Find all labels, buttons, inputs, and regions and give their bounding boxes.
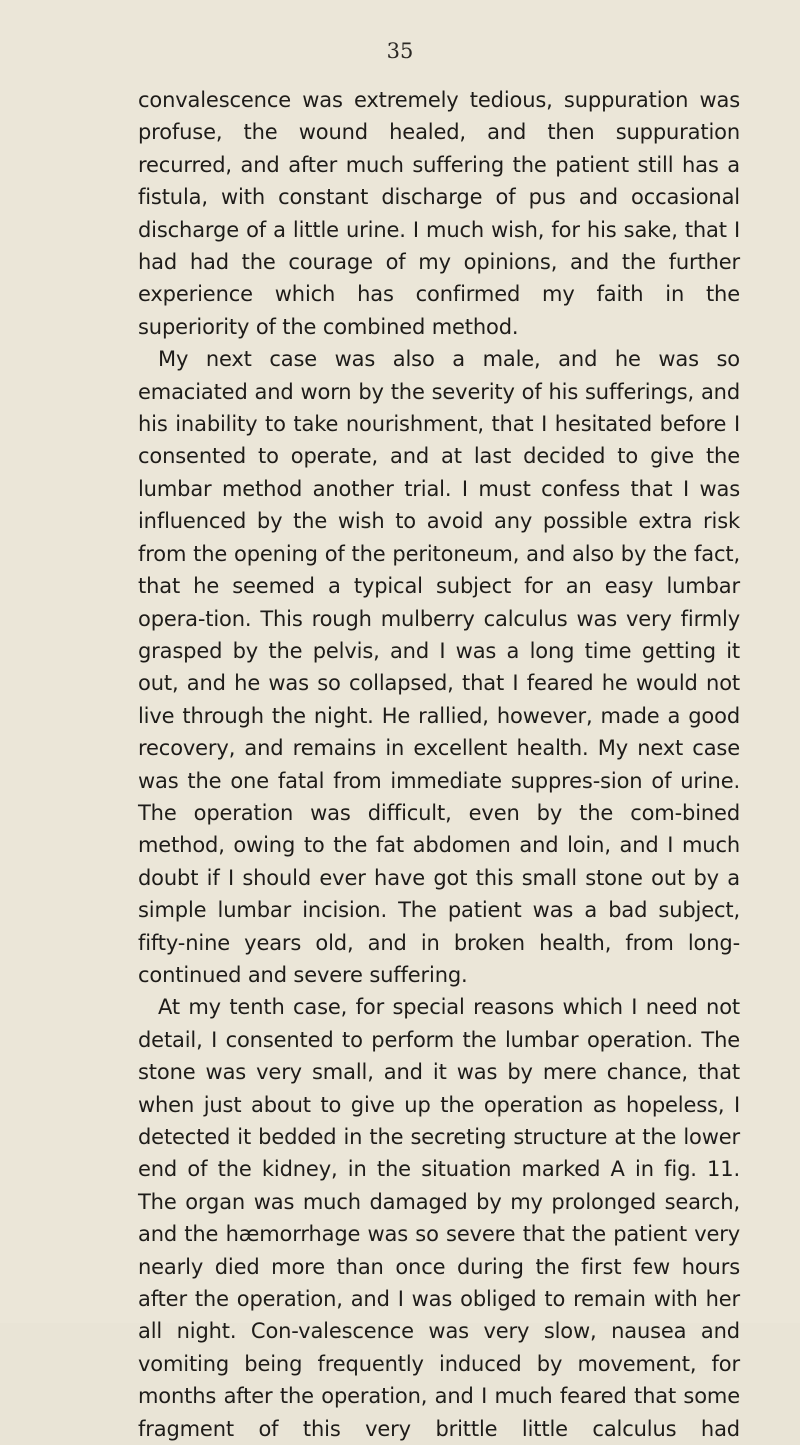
page-number: 35 bbox=[386, 39, 414, 63]
paragraph-3: At my tenth case, for special reasons which I need not detail, I consented to perform the lumbar operation. The stone was very small, and it was by mere chance, that when just about to give up the operation as hopeless, I detected it bedded in the secreting structure at the lower end of the kidney, in the situation marked A in fig. 11. The organ was much damaged by my prolonged search, and the hæmorrhage was so severe that the patient very nearly died more than once during the first few hours after the operation, and I was obliged to remain with her all night. Con-valescence was very slow, nausea and vomiting being frequently induced by movement, for months after the operation, and I much feared that some fragment of this very brittle little calculus had bbox=[138, 995, 740, 1441]
paragraph-2: My next case was also a male, and he was so emaciated and worn by the severity of his sufferings, and his inability to take nourishment, that I hesitated before I consented to operate, and at last decided to give the lumbar method another trial. I must confess that I was influenced by the wish to avoid any possible extra risk from the opening of the peritoneum, and also by the fact, that he seemed a typical subject for an easy lumbar opera-tion. This rough mulberry calculus was very firmly grasped by the pelvis, and I was a long time getting it out, and he was so collapsed, that I feared he would not live through the night. He rallied, however, made a good recovery, and remains in excellent health. My next case was the one fatal from immediate suppres-sion of urine. The operation was difficult, even by the com-bined method, owing to the fat abdomen and loin, and I much doubt if I should ever have got this small stone out by a simple lumbar incision. The patient was a bad subject, fifty-nine years old, and in broken health, from long-continued and severe suffering. bbox=[138, 347, 740, 987]
body-text bbox=[138, 84, 740, 1445]
paragraph-1: convalescence was extremely tedious, suppuration was profuse, the wound healed, and then suppuration recurred, and after much suffering the patient still has a fistula, with constant discharge of pus and occasional discharge of a little urine. I much wish, for his sake, that I had had the courage of my opinions, and the further experience which has confirmed my faith in the superiority of the combined method. bbox=[138, 88, 740, 339]
